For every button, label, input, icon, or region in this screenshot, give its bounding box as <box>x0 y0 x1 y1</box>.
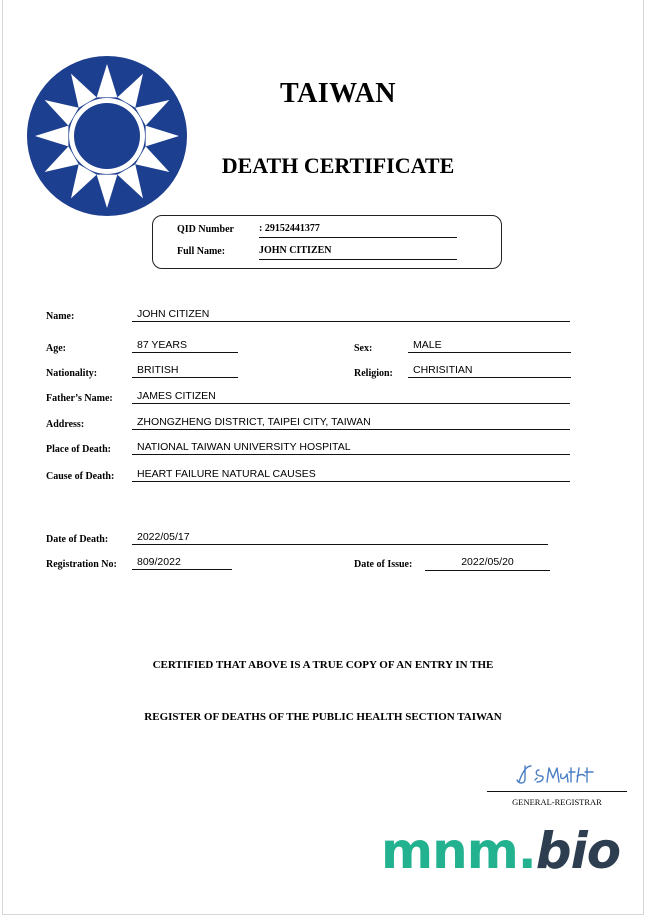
age-label: Age: <box>46 343 66 354</box>
cause-of-death-value: HEART FAILURE NATURAL CAUSES <box>132 468 570 482</box>
document-title: DEATH CERTIFICATE <box>221 153 455 178</box>
qid-label: QID Number <box>177 224 234 235</box>
nationality-label: Nationality: <box>46 368 98 379</box>
certification-line-2: REGISTER OF DEATHS OF THE PUBLIC HEALTH SECTION TAIWAN <box>144 711 502 723</box>
religion-label: Religion: <box>354 368 393 379</box>
date-of-death-label: Date of Death: <box>46 534 109 545</box>
sex-value: MALE <box>408 339 571 353</box>
religion-value: CHRISITIAN <box>408 364 571 378</box>
cause-of-death-label: Cause of Death: <box>46 471 115 482</box>
address-label: Address: <box>46 419 85 430</box>
watermark-logo <box>381 822 620 880</box>
date-of-issue-value: 2022/05/20 <box>425 556 550 571</box>
fullname-label: Full Name: <box>177 246 226 257</box>
age-value: 87 YEARS <box>132 339 238 353</box>
watermark-part-2: bio <box>535 822 621 880</box>
qid-value: : 29152441377 <box>259 223 457 238</box>
nationality-value: BRITISH <box>132 364 238 378</box>
sex-label: Sex: <box>354 343 373 354</box>
signature-line <box>487 791 627 792</box>
place-of-death-label: Place of Death: <box>46 444 111 455</box>
place-of-death-value: NATIONAL TAIWAN UNIVERSITY HOSPITAL <box>132 441 570 455</box>
registrar-signature <box>513 760 597 788</box>
address-value: ZHONGZHENG DISTRICT, TAIPEI CITY, TAIWAN <box>132 416 570 430</box>
certificate-page <box>2 0 644 915</box>
watermark-part-1: mnm. <box>381 822 536 880</box>
certification-line-1: CERTIFIED THAT ABOVE IS A TRUE COPY OF AN ENTRY IN THE <box>152 659 494 671</box>
father-name-value: JAMES CITIZEN <box>132 390 570 404</box>
registration-no-label: Registration No: <box>46 559 117 570</box>
date-of-death-value: 2022/05/17 <box>132 531 548 545</box>
name-value: JOHN CITIZEN <box>132 308 570 322</box>
father-name-label: Father’s Name: <box>46 393 113 404</box>
registrar-title: GENERAL-REGISTRAR <box>512 797 602 807</box>
sun-emblem-icon <box>25 54 189 218</box>
fullname-value: JOHN CITIZEN <box>259 245 457 260</box>
date-of-issue-label: Date of Issue: <box>354 559 413 570</box>
country-title: TAIWAN <box>279 78 397 109</box>
name-label: Name: <box>46 311 75 322</box>
registration-no-value: 809/2022 <box>132 556 232 570</box>
